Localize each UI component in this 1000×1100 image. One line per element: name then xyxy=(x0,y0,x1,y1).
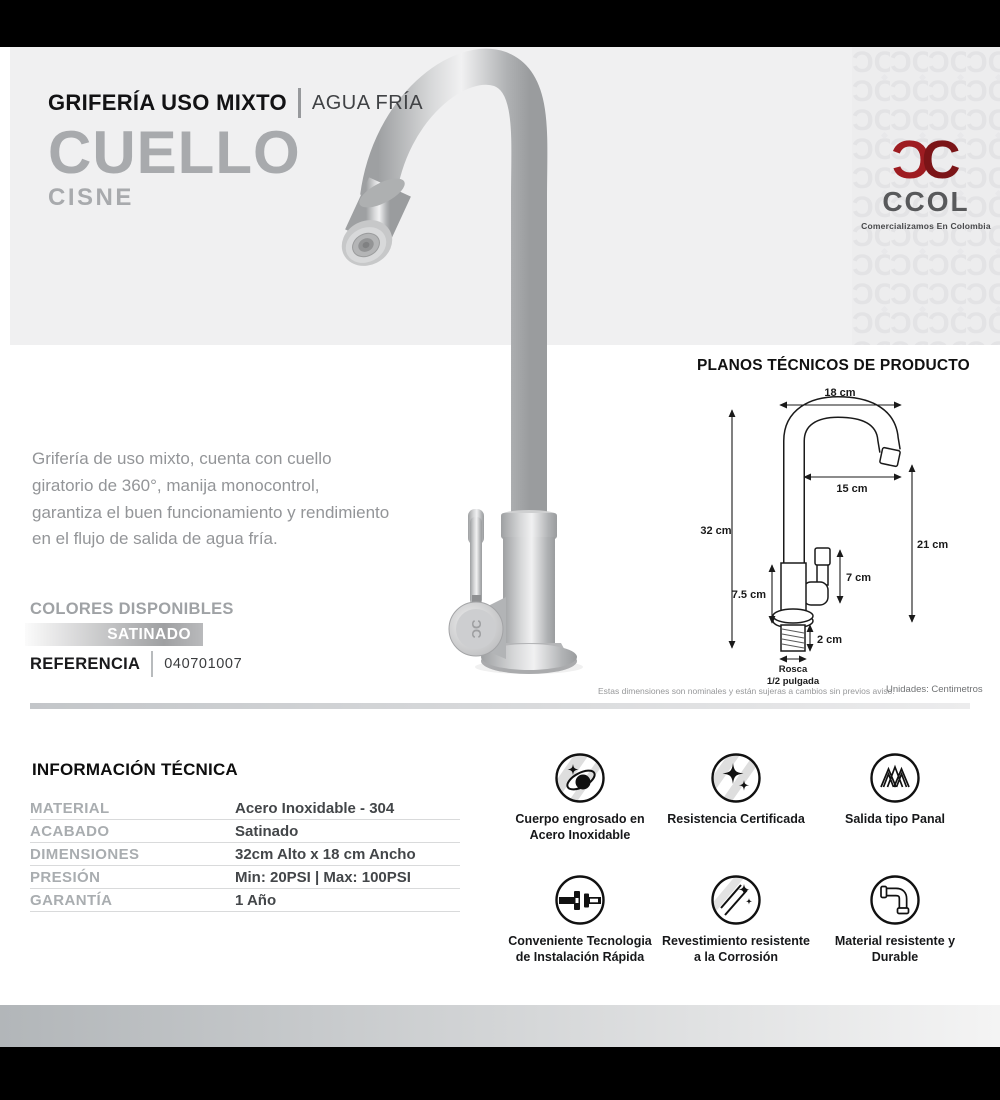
units-note: Unidades: Centimetros xyxy=(886,684,983,695)
ccol-logo-mark xyxy=(891,130,961,190)
dimensions-disclaimer: Estas dimensiones son nominales y están sujeras a cambios sin previos aviso. xyxy=(598,686,895,696)
logo-mark-right: C xyxy=(921,130,952,190)
dim-body-height: 7.5 cm xyxy=(731,589,766,601)
brand-tagline: Comercializamos En Colombia xyxy=(861,221,991,231)
feature-caption: Salida tipo Panal xyxy=(844,812,946,826)
header-divider xyxy=(298,88,301,118)
feature-item xyxy=(812,752,978,860)
section-divider xyxy=(30,703,970,709)
reference-label: REFERENCIA xyxy=(30,654,141,673)
logo-mark-left: Ɔ xyxy=(891,130,922,190)
reference-divider xyxy=(151,651,153,677)
handle-logo-mark: ƆC xyxy=(469,619,484,639)
feature-caption: Resistencia Certificada xyxy=(667,812,805,826)
product-description: Grifería de uso mixto, cuenta con cuello giratorio de 360°, manija monocontrol, garantiza el buen funcionamiento y rendimiento en el flujo de salida de agua fría. xyxy=(32,449,390,549)
thread-label-2: 1/2 pulgada xyxy=(766,676,820,687)
steel-body-icon xyxy=(554,752,606,804)
table-row xyxy=(30,866,460,889)
feature-item xyxy=(500,874,660,982)
page-header xyxy=(48,88,423,212)
feature-item xyxy=(812,874,978,982)
product-subtitle: CISNE xyxy=(48,184,134,211)
feature-item xyxy=(660,752,812,860)
technical-plans-title: PLANOS TÉCNICOS DE PRODUCTO xyxy=(697,357,970,374)
feature-caption: Revestimiento resistente a la Corrosión xyxy=(662,934,810,964)
table-row xyxy=(30,889,460,912)
bottom-gradient-bar xyxy=(0,1005,1000,1047)
row-value: 32cm Alto x 18 cm Ancho xyxy=(235,846,416,863)
product-title: CUELLO xyxy=(48,119,301,186)
row-label: PRESIÓN xyxy=(30,869,101,886)
brand-panel xyxy=(852,47,1000,345)
table-row xyxy=(30,843,460,866)
row-label: MATERIAL xyxy=(30,800,110,817)
dim-spout-height: 21 cm xyxy=(917,539,949,551)
feature-grid xyxy=(500,752,978,982)
reference-value: 040701007 xyxy=(164,656,243,672)
dim-top-width: 18 cm xyxy=(824,387,856,399)
feature-caption: Cuerpo engrosado en Acero Inoxidable xyxy=(515,812,645,842)
quick-install-icon xyxy=(554,874,606,926)
feature-caption: Material resistente y Durable xyxy=(834,934,956,964)
row-label: DIMENSIONES xyxy=(30,846,140,863)
honeycomb-outlet-icon xyxy=(869,752,921,804)
dim-handle-height: 7 cm xyxy=(846,572,872,584)
row-value: Satinado xyxy=(235,823,299,840)
category-label: GRIFERÍA USO MIXTO xyxy=(48,90,287,115)
table-row xyxy=(30,797,460,820)
row-value: Acero Inoxidable - 304 xyxy=(235,800,395,817)
finish-name: SATINADO xyxy=(107,625,191,643)
top-black-bar xyxy=(0,0,1000,47)
brand-logo xyxy=(852,130,1000,231)
bottom-black-bar xyxy=(0,1047,1000,1100)
colors-available-label: COLORES DISPONIBLES xyxy=(30,600,234,618)
thread-label-1: Rosca xyxy=(778,664,808,675)
corrosion-resistant-icon xyxy=(710,874,762,926)
certified-resistance-icon xyxy=(710,752,762,804)
feature-item xyxy=(660,874,812,982)
row-value: 1 Año xyxy=(235,892,277,909)
row-label: GARANTÍA xyxy=(30,892,113,909)
dim-thread-height: 2 cm xyxy=(817,634,843,646)
table-row xyxy=(30,820,460,843)
feature-caption: Conveniente Tecnologia de Instalación Rápida xyxy=(508,934,652,964)
durable-material-icon xyxy=(869,874,921,926)
row-label: ACABADO xyxy=(30,823,110,840)
finish-swatch xyxy=(25,623,203,646)
dim-reach: 15 cm xyxy=(836,483,868,495)
variant-label: AGUA FRÍA xyxy=(311,91,424,114)
technical-info-title: INFORMACIÓN TÉCNICA xyxy=(32,760,238,779)
technical-drawing xyxy=(688,385,992,697)
technical-info-table xyxy=(30,797,460,912)
brand-name: CCOL xyxy=(882,186,970,217)
dim-total-height: 32 cm xyxy=(700,525,732,537)
feature-item xyxy=(500,752,660,860)
row-value: Min: 20PSI | Max: 100PSI xyxy=(235,869,411,886)
reference-row xyxy=(30,651,242,677)
